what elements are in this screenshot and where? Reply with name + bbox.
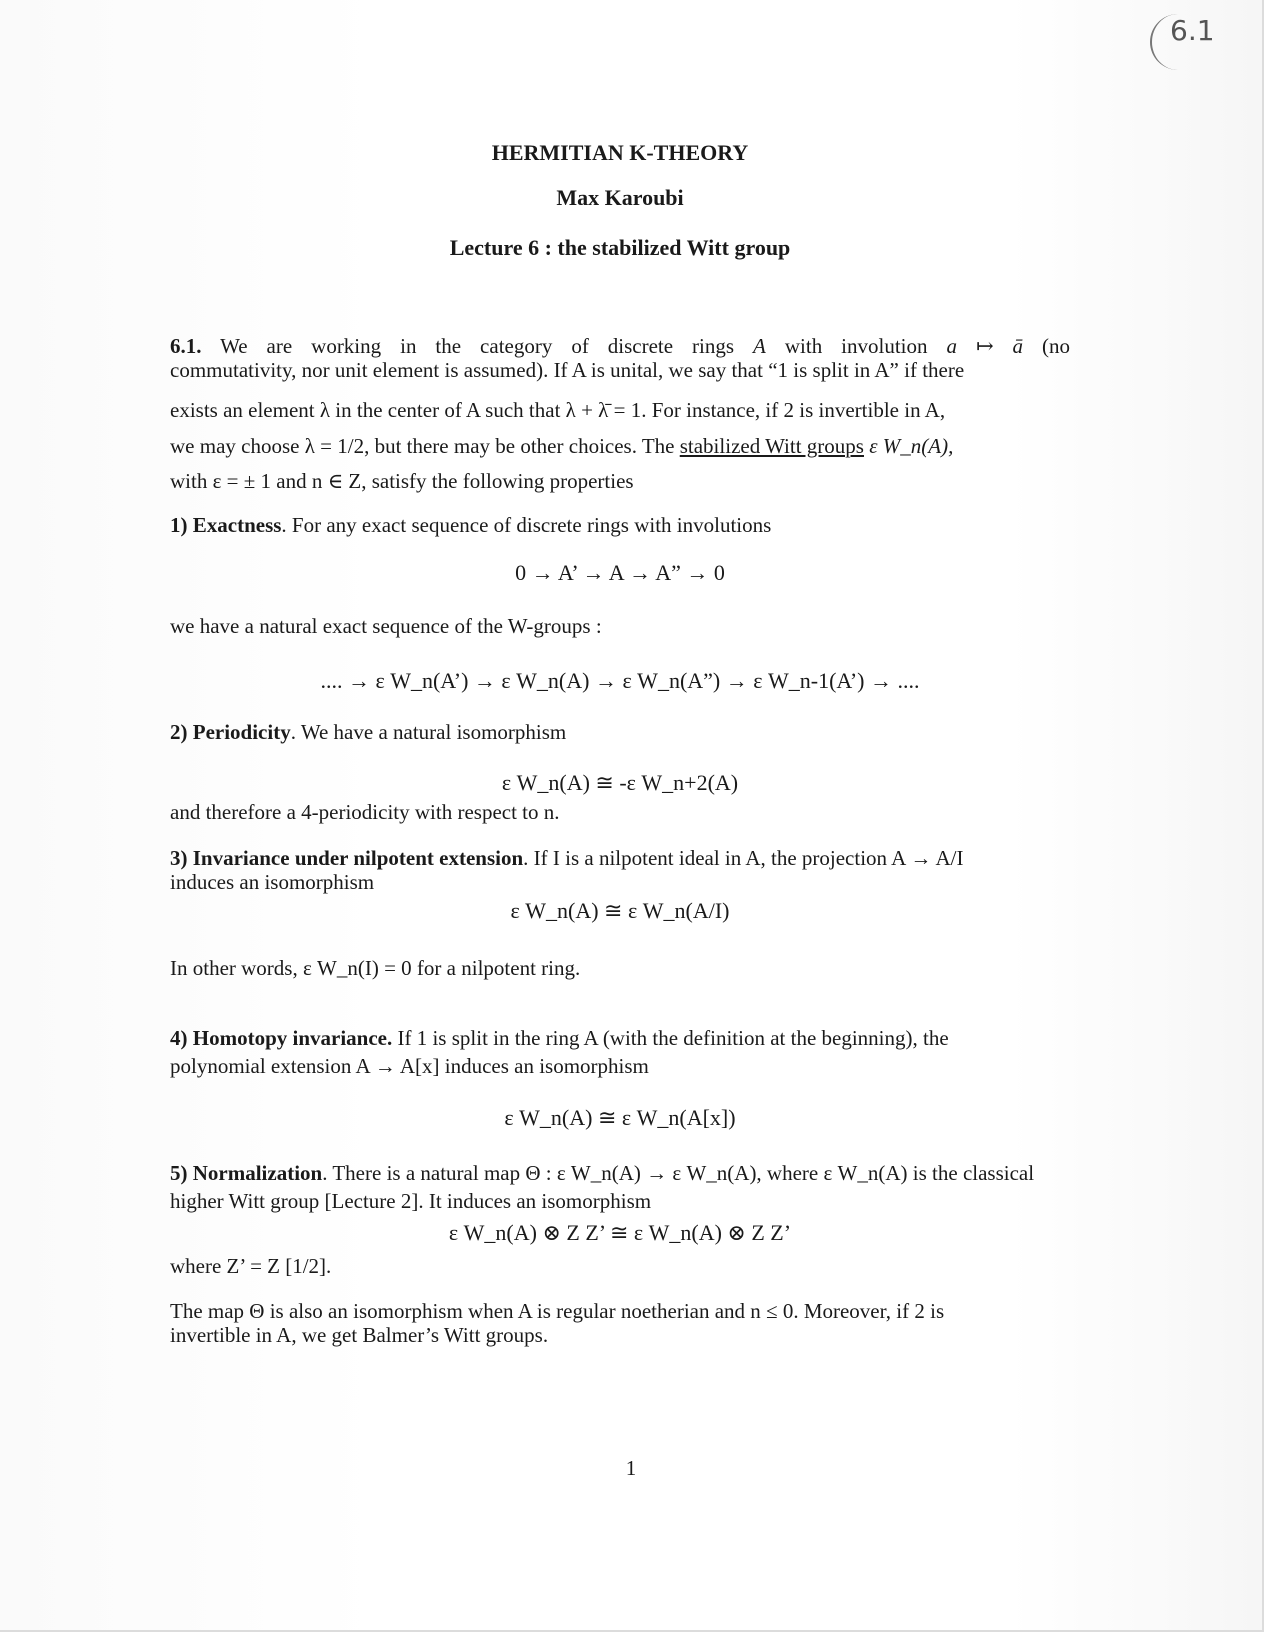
normalization-after-text: where Z’ = Z [1/2].	[170, 1254, 332, 1278]
exactness-after-text: we have a natural exact sequence of the W-groups :	[170, 614, 602, 638]
periodicity-after-text: and therefore a 4-periodicity with respect to n.	[170, 800, 560, 824]
normalization-heading-line: 5) Normalization. There is a natural map Θ : ε W_n(A) → ε W_n(A), where ε W_n(A) is the classical	[170, 1161, 1035, 1185]
periodicity-isomorphism: ε W_n(A) ≅ -ε W_n+2(A)	[501, 770, 739, 795]
normalization-isomorphism: ε W_n(A) ⊗ Z Z’ ≅ ε W_n(A) ⊗ Z Z’	[448, 1220, 792, 1245]
nilpotent-heading-line: 3) Invariance under nilpotent extension. If I is a nilpotent ideal in A, the projection A → A/I	[170, 846, 964, 870]
intro-line-2: commutativity, nor unit element is assumed). If A is unital, we say that “1 is split in A” if there	[170, 358, 965, 382]
author-name: Max Karoubi	[556, 185, 684, 210]
nilpotent-after-text: In other words, ε W_n(I) = 0 for a nilpotent ring.	[170, 956, 581, 980]
lecture-title: Lecture 6 : the stabilized Witt group	[449, 235, 791, 260]
page-number: 1	[625, 1456, 637, 1480]
exact-sequence-w-groups: .... → ε W_n(A’) → ε W_n(A) → ε W_n(A”) → ε W_n-1(A’) → ....	[320, 668, 920, 693]
intro-line-3: exists an element λ in the center of A such that λ + λ̄ = 1. For instance, if 2 is invertible in A,	[170, 398, 946, 422]
homotopy-line-2: polynomial extension A → A[x] induces an isomorphism	[170, 1054, 649, 1078]
intro-line-4: we may choose λ = 1/2, but there may be other choices. The stabilized Witt groups ε W_n(A),	[170, 434, 954, 458]
normalization-line-2: higher Witt group [Lecture 2]. It induces an isomorphism	[170, 1189, 652, 1213]
exactness-heading-line: 1) Exactness. For any exact sequence of discrete rings with involutions	[170, 513, 772, 537]
intro-line-5: with ε = ± 1 and n ∈ Z, satisfy the following properties	[170, 469, 634, 493]
closing-line-2: invertible in A, we get Balmer’s Witt groups.	[170, 1323, 549, 1347]
nilpotent-isomorphism: ε W_n(A) ≅ ε W_n(A/I)	[510, 898, 730, 923]
exact-sequence-rings: 0 → A’ → A → A” → 0	[515, 560, 725, 585]
paper-title: HERMITIAN K-THEORY	[491, 140, 749, 165]
stabilized-witt-groups-term: stabilized Witt groups	[679, 434, 864, 458]
nilpotent-line-2: induces an isomorphism	[170, 870, 375, 894]
handwritten-margin-note: 6.1	[1150, 14, 1215, 70]
closing-line-1: The map Θ is also an isomorphism when A is regular noetherian and n ≤ 0. Moreover, if 2 is	[170, 1299, 945, 1323]
periodicity-heading-line: 2) Periodicity. We have a natural isomorphism	[170, 720, 567, 744]
intro-line-1: 6.1. We are working in the category of discrete rings A with involution a ↦ ā (no	[170, 334, 1071, 358]
homotopy-heading-line: 4) Homotopy invariance. If 1 is split in the ring A (with the definition at the beginning), the	[170, 1026, 949, 1050]
homotopy-isomorphism: ε W_n(A) ≅ ε W_n(A[x])	[504, 1105, 736, 1130]
